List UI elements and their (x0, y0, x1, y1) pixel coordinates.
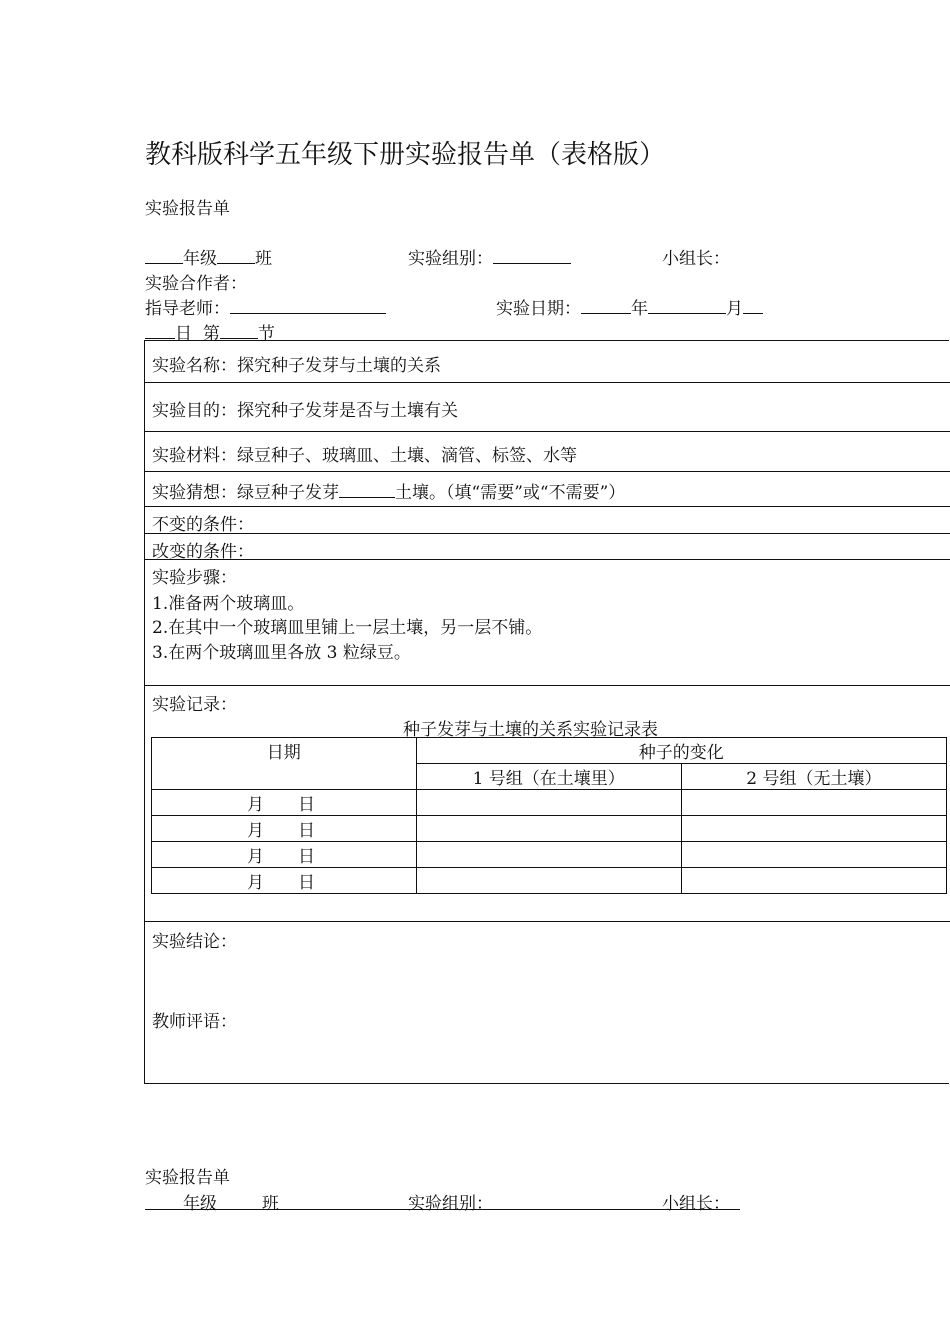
record-table-caption: 种子发芽与土壤的关系实验记录表 (403, 720, 658, 740)
date-cell: 月 日 (152, 842, 417, 868)
leader-label: 小组长： (662, 249, 730, 269)
conclusion-label: 实验结论： (152, 932, 237, 952)
day-blank-a[interactable] (743, 296, 763, 314)
teacher-label: 指导老师： (145, 299, 230, 319)
month-blank[interactable] (648, 296, 726, 314)
step-1: 1.准备两个玻璃皿。 (152, 594, 305, 614)
period-prefix: 第 (202, 324, 220, 344)
group1-cell[interactable] (416, 842, 681, 868)
group2-cell[interactable] (681, 790, 946, 816)
date-label: 实验日期： (496, 299, 581, 319)
experiment-materials: 实验材料：绿豆种子、玻璃皿、土壤、滴管、标签、水等 (152, 446, 577, 466)
seed-change-header: 种子的变化 (416, 738, 946, 764)
form-label: 实验报告单 (145, 199, 230, 219)
month-suffix: 月 (726, 299, 743, 319)
record-table (151, 737, 947, 894)
steps-label: 实验步骤： (152, 568, 237, 588)
experiment-steps-row (145, 560, 950, 686)
group-label: 实验组别： (408, 249, 493, 269)
class-suffix: 班 (255, 249, 272, 269)
grade-blank[interactable] (145, 246, 183, 264)
hypothesis-line (152, 478, 625, 503)
hypothesis-suffix: 土壤。（填“需要”或“不需要”） (395, 483, 626, 503)
group1-header: 1 号组（在土壤里） (416, 764, 681, 790)
hypothesis-prefix: 实验猜想：绿豆种子发芽 (152, 483, 339, 503)
changed-conditions-row (145, 534, 950, 560)
group2-cell[interactable] (681, 868, 946, 894)
group1-cell[interactable] (416, 816, 681, 842)
date-cell: 月 日 (152, 868, 417, 894)
hypothesis-blank[interactable] (339, 480, 395, 498)
constant-conditions: 不变的条件： (152, 515, 254, 535)
date-cell: 月 日 (152, 816, 417, 842)
second-group-label: 实验组别： (408, 1194, 493, 1214)
experiment-name-row (145, 341, 950, 383)
table-row (152, 790, 947, 816)
record-label: 实验记录： (152, 695, 237, 715)
teacher-comment-label: 教师评语： (152, 1012, 237, 1032)
table-row (152, 868, 947, 894)
grade-class-line (145, 244, 272, 269)
step-2: 2.在其中一个玻璃皿里铺上一层土壤，另一层不铺。 (152, 618, 543, 638)
second-leader-label: 小组长： (662, 1194, 730, 1214)
teacher-blank[interactable] (230, 296, 386, 314)
second-grade-suffix: 年级 (183, 1194, 217, 1214)
group1-cell[interactable] (416, 790, 681, 816)
step-3: 3.在两个玻璃皿里各放 3 粒绿豆。 (152, 643, 411, 663)
group2-header: 2 号组（无土壤） (681, 764, 946, 790)
second-form-header-line (145, 1189, 740, 1214)
page-title: 教科版科学五年级下册实验报告单（表格版） (145, 140, 666, 170)
group1-cell[interactable] (416, 868, 681, 894)
period-blank[interactable] (220, 321, 258, 339)
table-row (152, 816, 947, 842)
partner-label: 实验合作者： (145, 274, 247, 294)
group-line (408, 244, 571, 269)
second-class-suffix: 班 (262, 1194, 279, 1214)
teacher-line (145, 294, 386, 319)
year-blank[interactable] (581, 296, 631, 314)
grade-suffix: 年级 (183, 249, 217, 269)
experiment-materials-row (145, 432, 950, 472)
group2-cell[interactable] (681, 842, 946, 868)
experiment-hypothesis-row (145, 472, 950, 507)
changed-conditions: 改变的条件： (152, 542, 254, 562)
second-form-label: 实验报告单 (145, 1168, 230, 1188)
date-cell: 月 日 (152, 790, 417, 816)
group-blank[interactable] (493, 246, 571, 264)
period-suffix: 节 (257, 324, 275, 344)
report-table (144, 340, 949, 1084)
table-row (152, 842, 947, 868)
day-blank-b[interactable] (145, 321, 175, 339)
year-suffix: 年 (631, 299, 648, 319)
experiment-purpose: 实验目的：探究种子发芽是否与土壤有关 (152, 401, 458, 421)
conclusion-comment-row (145, 922, 950, 1084)
group2-cell[interactable] (681, 816, 946, 842)
constant-conditions-row (145, 507, 950, 534)
experiment-purpose-row (145, 383, 950, 432)
date-header: 日期 (152, 738, 417, 790)
class-blank[interactable] (217, 246, 255, 264)
date-line (496, 294, 763, 319)
experiment-name: 实验名称：探究种子发芽与土壤的关系 (152, 356, 441, 376)
day-suffix: 日 (175, 324, 192, 344)
